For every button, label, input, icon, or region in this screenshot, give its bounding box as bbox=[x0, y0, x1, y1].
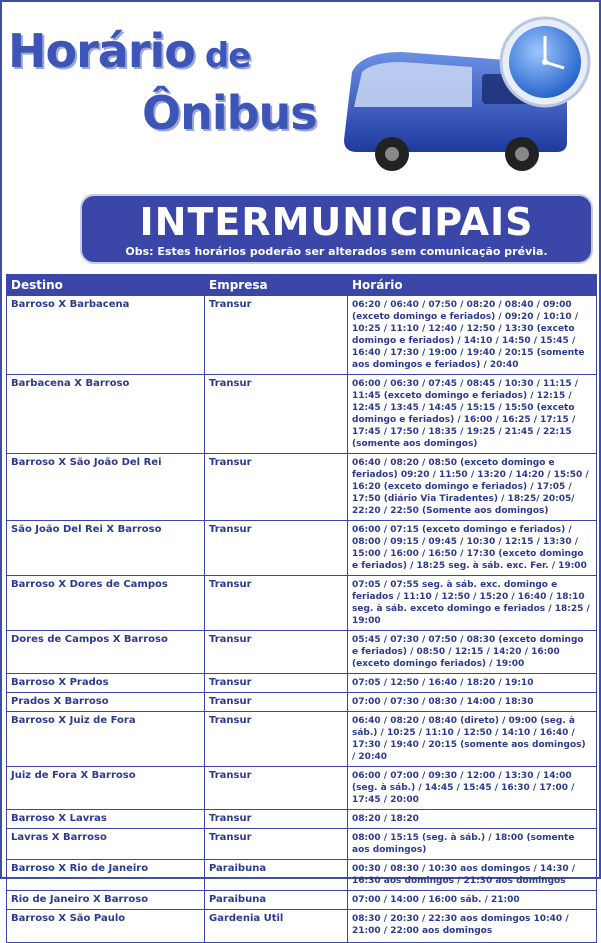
table-row bbox=[7, 810, 597, 829]
table-header-row bbox=[7, 275, 597, 296]
header-destino: Destino bbox=[7, 275, 205, 296]
schedule-cell: 08:00 / 15:15 (seg. à sáb.) / 18:00 (somente aos domingos) bbox=[348, 829, 597, 860]
header bbox=[2, 2, 599, 187]
schedule-table bbox=[6, 274, 597, 943]
schedule-cell: 06:00 / 07:00 / 09:30 / 12:00 / 13:30 / 14:00 (seg. à sáb.) / 14:45 / 15:45 / 16:30 / 17:00 / 17:45 / 20:00 bbox=[348, 767, 597, 810]
company-cell: Transur bbox=[205, 693, 348, 712]
table-row bbox=[7, 576, 597, 631]
schedule-cell: 07:05 / 12:50 / 16:40 / 18:20 / 19:10 bbox=[348, 674, 597, 693]
schedule-cell: 05:45 / 07:30 / 07:50 / 08:30 (exceto domingo e feriados) / 08:50 / 12:15 / 14:20 / 16:00 (exceto domingo feriados) / 19:00 bbox=[348, 631, 597, 674]
schedule-cell: 06:00 / 06:30 / 07:45 / 08:45 / 10:30 / 11:15 / 11:45 (exceto domingo e feriados) / 12:15 / 12:45 / 13:45 / 14:45 / 15:15 / 15:50 (exceto domingo e feriados) / 16:00 / 16:25 / 17:15 / 17:45 / 17:50 / 18:35 / 19:25 / 21:45 / 22:15 (somente aos domingos) bbox=[348, 375, 597, 454]
destination-cell: Barroso X Juiz de Fora bbox=[7, 712, 205, 767]
destination-cell: Barroso X Dores de Campos bbox=[7, 576, 205, 631]
company-cell: Transur bbox=[205, 576, 348, 631]
company-cell: Transur bbox=[205, 454, 348, 521]
destination-cell: Dores de Campos X Barroso bbox=[7, 631, 205, 674]
destination-cell: Juiz de Fora X Barroso bbox=[7, 767, 205, 810]
destination-cell: Lavras X Barroso bbox=[7, 829, 205, 860]
company-cell: Transur bbox=[205, 521, 348, 576]
title-de: de bbox=[204, 36, 251, 76]
schedule-cell: 06:20 / 06:40 / 07:50 / 08:20 / 08:40 / 09:00 (exceto domingo e feriados) / 09:20 / 10:10 / 10:25 / 11:10 / 12:40 / 12:50 / 13:30 (exceto domingo e feriados) / 14:10 / 14:50 / 15:45 / 16:40 / 17:30 / 19:00 / 19:40 / 20:15 (somente aos domingos e feriados) / 20:40 bbox=[348, 296, 597, 375]
schedule-cell: 07:05 / 07:55 seg. à sáb. exc. domingo e feriados / 11:10 / 12:50 / 15:20 / 16:40 / 18:10 seg. à sáb. exceto domingo e feriados / 18:25 / 19:00 bbox=[348, 576, 597, 631]
table-row bbox=[7, 375, 597, 454]
destination-cell: Barroso X Prados bbox=[7, 674, 205, 693]
company-cell: Transur bbox=[205, 674, 348, 693]
destination-cell: Barroso X Rio de Janeiro bbox=[7, 860, 205, 891]
table-row bbox=[7, 860, 597, 891]
table-row bbox=[7, 521, 597, 576]
company-cell: Transur bbox=[205, 712, 348, 767]
destination-cell: Barroso X São Paulo bbox=[7, 910, 205, 943]
schedule-cell: 08:30 / 20:30 / 22:30 aos domingos 10:40 / 21:00 / 22:00 aos domingos bbox=[348, 910, 597, 943]
company-cell: Transur bbox=[205, 810, 348, 829]
table-row bbox=[7, 910, 597, 943]
company-cell: Transur bbox=[205, 767, 348, 810]
header-horario: Horário bbox=[348, 275, 597, 296]
destination-cell: Rio de Janeiro X Barroso bbox=[7, 891, 205, 910]
table-row bbox=[7, 693, 597, 712]
schedule-cell: 06:40 / 08:20 / 08:50 (exceto domingo e feriados) 09:20 / 11:50 / 13:20 / 14:20 / 15:50 / 16:20 (exceto domingo e feriados) / 17:05 / 17:50 (diário Via Tiradentes) / 18:25/ 20:05/ 22:20 / 22:50 (Somente aos domingos) bbox=[348, 454, 597, 521]
header-empresa: Empresa bbox=[205, 275, 348, 296]
company-cell: Paraibuna bbox=[205, 891, 348, 910]
destination-cell: São João Del Rei X Barroso bbox=[7, 521, 205, 576]
table-row bbox=[7, 712, 597, 767]
banner-title: INTERMUNICIPAIS bbox=[139, 200, 534, 244]
company-cell: Paraibuna bbox=[205, 860, 348, 891]
destination-cell: Barroso X Barbacena bbox=[7, 296, 205, 375]
schedule-cell: 08:20 / 18:20 bbox=[348, 810, 597, 829]
destination-cell: Barroso X Lavras bbox=[7, 810, 205, 829]
company-cell: Transur bbox=[205, 296, 348, 375]
destination-cell: Prados X Barroso bbox=[7, 693, 205, 712]
schedule-cell: 06:40 / 08:20 / 08:40 (direto) / 09:00 (seg. à sáb.) / 10:25 / 11:10 / 12:50 / 14:10 / 16:40 / 17:30 / 19:40 / 20:15 (somente aos domingos) / 20:40 bbox=[348, 712, 597, 767]
table-row bbox=[7, 296, 597, 375]
schedule-cell: 07:00 / 14:00 / 16:00 sáb. / 21:00 bbox=[348, 891, 597, 910]
title-line-2: Ônibus bbox=[142, 86, 317, 140]
company-cell: Transur bbox=[205, 375, 348, 454]
schedule-cell: 06:00 / 07:15 (exceto domingo e feriados) / 08:00 / 09:15 / 09:45 / 10:30 / 12:15 / 13:30 / 15:00 / 16:00 / 16:50 / 17:30 (exceto domingo e feriados) / 18:25 seg. à sáb. exc. Fer. / 19:00 bbox=[348, 521, 597, 576]
company-cell: Gardenia Util bbox=[205, 910, 348, 943]
destination-cell: Barbacena X Barroso bbox=[7, 375, 205, 454]
table-row bbox=[7, 891, 597, 910]
table-row bbox=[7, 631, 597, 674]
banner bbox=[80, 194, 593, 264]
title-line-1: Horário de bbox=[8, 24, 251, 78]
table-row bbox=[7, 767, 597, 810]
destination-cell: Barroso X São João Del Rei bbox=[7, 454, 205, 521]
bus-clock-illustration bbox=[332, 12, 597, 187]
table-row bbox=[7, 829, 597, 860]
table-row bbox=[7, 454, 597, 521]
table-row bbox=[7, 674, 597, 693]
schedule-cell: 00:30 / 08:30 / 10:30 aos domingos / 14:30 / 16:30 aos domingos / 21:30 aos domingos bbox=[348, 860, 597, 891]
schedule-cell: 07:00 / 07:30 / 08:30 / 14:00 / 18:30 bbox=[348, 693, 597, 712]
company-cell: Transur bbox=[205, 631, 348, 674]
banner-note: Obs: Estes horários poderão ser alterados sem comunicação prévia. bbox=[125, 245, 548, 258]
company-cell: Transur bbox=[205, 829, 348, 860]
